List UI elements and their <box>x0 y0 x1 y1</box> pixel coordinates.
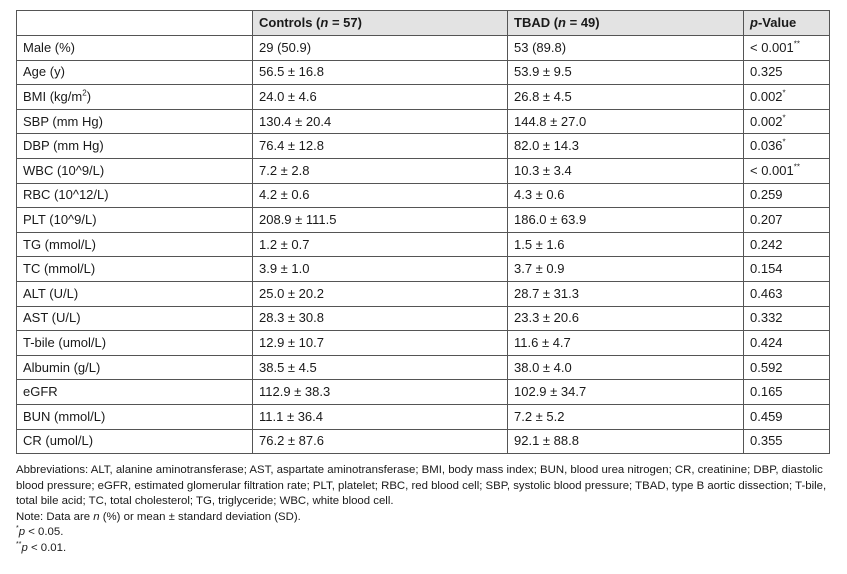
table-row <box>17 134 830 159</box>
table-row <box>17 306 830 331</box>
header-controls: Controls (n = 57) <box>253 11 508 36</box>
significance-note-2: **p < 0.01. <box>16 541 67 554</box>
significance-marker: ** <box>793 162 800 172</box>
cell-p-value: < 0.001** <box>744 36 830 61</box>
table-row <box>17 36 830 61</box>
cell-controls: 130.4 ± 20.4 <box>253 109 508 134</box>
table-row <box>17 257 830 282</box>
cell-p-value: 0.463 <box>744 281 830 306</box>
cell-variable: BMI $(kg/m^2)$ <box>17 85 253 110</box>
cell-controls: 38.5 ± 4.5 <box>253 355 508 380</box>
cell-controls: 25.0 ± 20.2 <box>253 281 508 306</box>
cell-controls: 12.9 ± 10.7 <box>253 331 508 356</box>
cell-tbad: 82.0 ± 14.3 <box>508 134 744 159</box>
cell-p-value: 0.002* <box>744 85 830 110</box>
cell-controls: 1.2 ± 0.7 <box>253 232 508 257</box>
cell-variable: BUN (mmol/L) <box>17 404 253 429</box>
table-row <box>17 281 830 306</box>
cell-variable: DBP (mm Hg) <box>17 134 253 159</box>
cell-tbad: 28.7 ± 31.3 <box>508 281 744 306</box>
cell-variable: Age (y) <box>17 60 253 85</box>
cell-p-value: 0.165 <box>744 380 830 405</box>
table-header-row <box>17 11 830 36</box>
significance-marker: ** <box>793 39 800 49</box>
cell-controls: 208.9 ± 111.5 <box>253 208 508 233</box>
results-table <box>16 10 830 454</box>
cell-p-value: 0.592 <box>744 355 830 380</box>
cell-variable: Male (%) <box>17 36 253 61</box>
cell-controls: 28.3 ± 30.8 <box>253 306 508 331</box>
table-row <box>17 331 830 356</box>
cell-tbad: 53.9 ± 9.5 <box>508 60 744 85</box>
cell-controls: 11.1 ± 36.4 <box>253 404 508 429</box>
cell-tbad: 38.0 ± 4.0 <box>508 355 744 380</box>
cell-tbad: 4.3 ± 0.6 <box>508 183 744 208</box>
cell-variable: TG (mmol/L) <box>17 232 253 257</box>
cell-controls: 76.4 ± 12.8 <box>253 134 508 159</box>
cell-tbad: 26.8 ± 4.5 <box>508 85 744 110</box>
table-row <box>17 109 830 134</box>
cell-controls: 76.2 ± 87.6 <box>253 429 508 454</box>
cell-variable: Albumin (g/L) <box>17 355 253 380</box>
table-row <box>17 85 830 110</box>
cell-p-value: 0.154 <box>744 257 830 282</box>
cell-tbad: 102.9 ± 34.7 <box>508 380 744 405</box>
abbreviations-note: Abbreviations: ALT, alanine aminotransferase; AST, aspartate aminotransferase; BMI, body mass index; BUN, blood urea nitrogen; CR, creatinine; DBP, diastolic blood pressure; eGFR, estimated glomerular filtration rate; PLT, platelet; RBC, red blood cell; SBP, systolic blood pressure; TBAD, type B aortic dissection; T-bile, total bile acid; TC, total cholesterol; TG, triglyceride; WBC, white blood cell. <box>16 464 827 508</box>
cell-variable: TC (mmol/L) <box>17 257 253 282</box>
cell-tbad: 186.0 ± 63.9 <box>508 208 744 233</box>
cell-p-value: 0.036* <box>744 134 830 159</box>
cell-p-value: 0.424 <box>744 331 830 356</box>
cell-variable: RBC (10^12/L) <box>17 183 253 208</box>
cell-controls: 4.2 ± 0.6 <box>253 183 508 208</box>
table-row <box>17 232 830 257</box>
cell-variable: eGFR <box>17 380 253 405</box>
cell-tbad: 23.3 ± 20.6 <box>508 306 744 331</box>
cell-variable: CR (umol/L) <box>17 429 253 454</box>
table-body <box>17 36 830 454</box>
cell-variable: WBC (10^9/L) <box>17 158 253 183</box>
cell-p-value: < 0.001** <box>744 158 830 183</box>
significance-marker: * <box>782 88 786 98</box>
cell-variable: AST (U/L) <box>17 306 253 331</box>
table-row <box>17 429 830 454</box>
cell-p-value: 0.459 <box>744 404 830 429</box>
cell-tbad: 3.7 ± 0.9 <box>508 257 744 282</box>
table-row <box>17 208 830 233</box>
header-variable <box>17 11 253 36</box>
cell-controls: 56.5 ± 16.8 <box>253 60 508 85</box>
cell-controls: 29 (50.9) <box>253 36 508 61</box>
header-p-value: p-Value <box>744 11 830 36</box>
cell-tbad: 11.6 ± 4.7 <box>508 331 744 356</box>
cell-controls: 3.9 ± 1.0 <box>253 257 508 282</box>
cell-p-value: 0.242 <box>744 232 830 257</box>
cell-p-value: 0.355 <box>744 429 830 454</box>
table-row <box>17 355 830 380</box>
table-row <box>17 183 830 208</box>
cell-tbad: 10.3 ± 3.4 <box>508 158 744 183</box>
cell-tbad: 53 (89.8) <box>508 36 744 61</box>
cell-variable: T-bile (umol/L) <box>17 331 253 356</box>
table-row <box>17 380 830 405</box>
cell-variable: ALT (U/L) <box>17 281 253 306</box>
cell-p-value: 0.207 <box>744 208 830 233</box>
cell-p-value: 0.002* <box>744 109 830 134</box>
cell-variable: SBP (mm Hg) <box>17 109 253 134</box>
cell-tbad: 7.2 ± 5.2 <box>508 404 744 429</box>
significance-marker: * <box>782 113 786 123</box>
significance-marker: * <box>782 137 786 147</box>
cell-controls: 112.9 ± 38.3 <box>253 380 508 405</box>
table-row <box>17 404 830 429</box>
table-row <box>17 158 830 183</box>
data-note: Note: Data are n (%) or mean ± standard deviation (SD). <box>16 510 301 523</box>
cell-p-value: 0.325 <box>744 60 830 85</box>
significance-note-1: *p < 0.05. <box>16 525 64 539</box>
header-tbad: TBAD (n = 49) <box>508 11 744 36</box>
cell-p-value: 0.332 <box>744 306 830 331</box>
table-row <box>17 60 830 85</box>
cell-tbad: 144.8 ± 27.0 <box>508 109 744 134</box>
cell-tbad: 1.5 ± 1.6 <box>508 232 744 257</box>
cell-p-value: 0.259 <box>744 183 830 208</box>
cell-variable: PLT (10^9/L) <box>17 208 253 233</box>
cell-controls: 24.0 ± 4.6 <box>253 85 508 110</box>
cell-tbad: 92.1 ± 88.8 <box>508 429 744 454</box>
cell-controls: 7.2 ± 2.8 <box>253 158 508 183</box>
table-footnotes <box>16 463 834 557</box>
